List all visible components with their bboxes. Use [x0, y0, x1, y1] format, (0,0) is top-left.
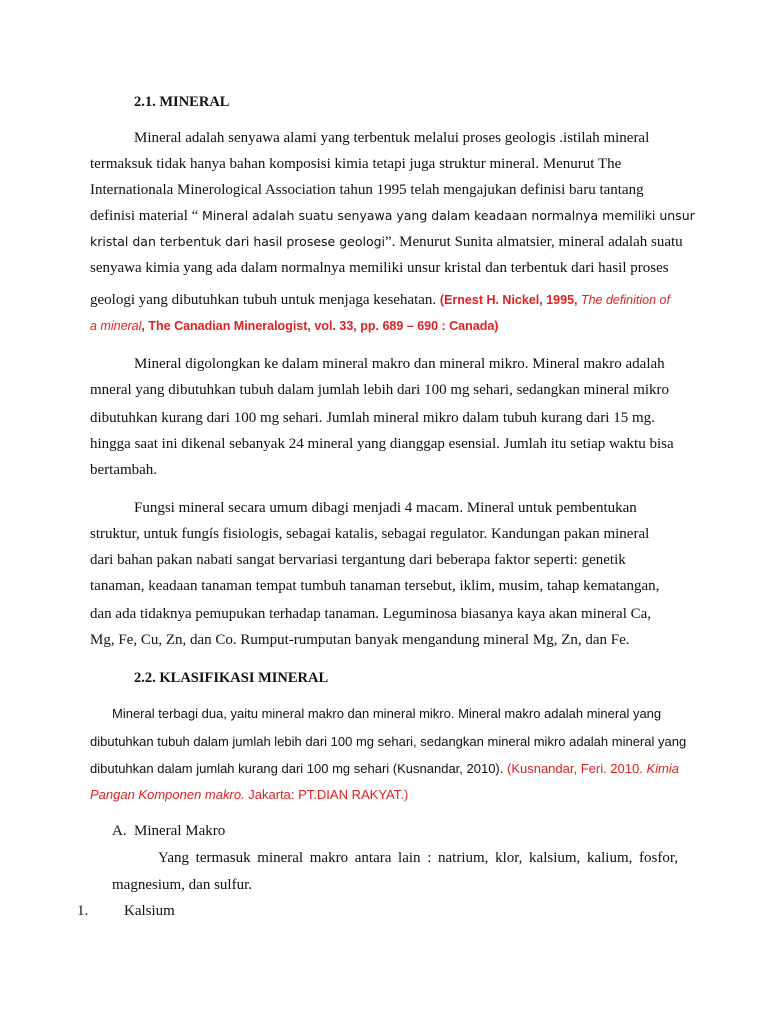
citation-continued [90, 785, 408, 805]
paragraph-line [90, 206, 695, 226]
quoted-definition: Mineral adalah suatu senyawa yang dalam keadaan normalnya memiliki unsur [202, 208, 695, 223]
text-run: definisi material “ [90, 208, 203, 224]
paragraph-line: termaksuk tidak hanya bahan komposisi kimia tetapi juga struktur mineral. Menurut The [90, 156, 622, 172]
citation-text: , The Canadian Mineralogist, vol. 33, pp. 689 – 690 : Canada) [141, 319, 499, 333]
section-heading-mineral: 2.1. MINERAL [134, 94, 230, 110]
paragraph-line [90, 232, 683, 252]
subsection-title-macro: Mineral Makro [134, 823, 226, 839]
citation-title: The definition of [580, 293, 670, 307]
citation-text: (Kusnandar, Feri. 2010. [506, 761, 647, 776]
paragraph-line [90, 290, 670, 310]
paragraph-line: dibutuhkan kurang dari 100 mg sehari. Jumlah mineral mikro dalam tubuh kurang dari 15 mg. [90, 410, 655, 426]
text-run: dibutuhkan dalam jumlah kurang dari 100 mg sehari (Kusnandar, 2010). [90, 761, 507, 776]
paragraph-line: dari bahan pakan nabati sangat bervariasi tergantung dari beberapa faktor seperti: genetik [90, 552, 626, 568]
paragraph-line [90, 759, 679, 779]
paragraph-line: Fungsi mineral secara umum dibagi menjadi 4 macam. Mineral untuk pembentukan [134, 500, 637, 516]
paragraph-line: mneral yang dibutuhkan tubuh dalam jumlah lebih dari 100 mg sehari, sedangkan mineral mikro [90, 382, 670, 398]
section-heading-classification: 2.2. KLASIFIKASI MINERAL [134, 670, 329, 686]
paragraph-line: magnesium, dan sulfur. [112, 877, 252, 893]
paragraph-line: Mineral terbagi dua, yaitu mineral makro dan mineral mikro. Mineral makro adalah mineral yang [112, 706, 662, 721]
paragraph-line: dan ada tidaknya pemupukan terhadap tanaman. Leguminosa biasanya kaya akan mineral Ca, [90, 606, 652, 622]
list-item-number: 1. [77, 903, 89, 919]
citation-title: Kimia [646, 761, 679, 776]
citation-text: Jakarta: PT.DIAN RAKYAT.) [248, 787, 409, 802]
citation-title: Pangan Komponen makro. [90, 787, 249, 802]
text-run: ”. Menurut Sunita almatsier, mineral adalah suatu [385, 234, 683, 250]
list-item-title-calcium: Kalsium [124, 903, 175, 919]
paragraph-line: senyawa kimia yang ada dalam normalnya memiliki unsur kristal dan terbentuk dari hasil proses [90, 260, 669, 276]
paragraph-line: Mineral digolongkan ke dalam mineral makro dan mineral mikro. Mineral makro adalah [134, 356, 665, 372]
paragraph-line: Yang termasuk mineral makro antara lain : natrium, klor, kalsium, kalium, fosfor, [158, 850, 678, 866]
text-run: geologi yang dibutuhkan tubuh untuk menjaga kesehatan. [90, 292, 437, 308]
paragraph-line: struktur, untuk fungís fisiologis, sebagai katalis, sebagai regulator. Kandungan pakan mineral [90, 526, 650, 542]
list-item-label-a: A. [112, 823, 127, 839]
paragraph-line: tanaman, keadaan tanaman tempat tumbuh tanaman tersebut, iklim, musim, tahap kematangan, [90, 578, 660, 594]
paragraph-line: bertambah. [90, 462, 158, 478]
citation-text: (Ernest H. Nickel, 1995, [439, 293, 581, 307]
paragraph-line: dibutuhkan tubuh dalam jumlah lebih dari 100 mg sehari, sedangkan mineral mikro adalah mineral yang [90, 734, 687, 749]
paragraph-line: Mg, Fe, Cu, Zn, dan Co. Rumput-rumputan banyak mengandung mineral Mg, Zn, dan Fe. [90, 632, 630, 648]
paragraph-line: hingga saat ini dikenal sebanyak 24 mineral yang dianggap esensial. Jumlah itu setiap waktu bisa [90, 436, 674, 452]
paragraph-line: Internationala Minerological Association tahun 1995 telah mengajukan definisi baru tantang [90, 182, 644, 198]
citation-continued [90, 316, 498, 336]
paragraph-line: Mineral adalah senyawa alami yang terbentuk melalui proses geologis .istilah mineral [134, 130, 650, 146]
quoted-definition: kristal dan terbentuk dari hasil prosese geologi [90, 234, 385, 249]
citation [440, 293, 670, 307]
citation-title: a mineral [90, 319, 142, 333]
